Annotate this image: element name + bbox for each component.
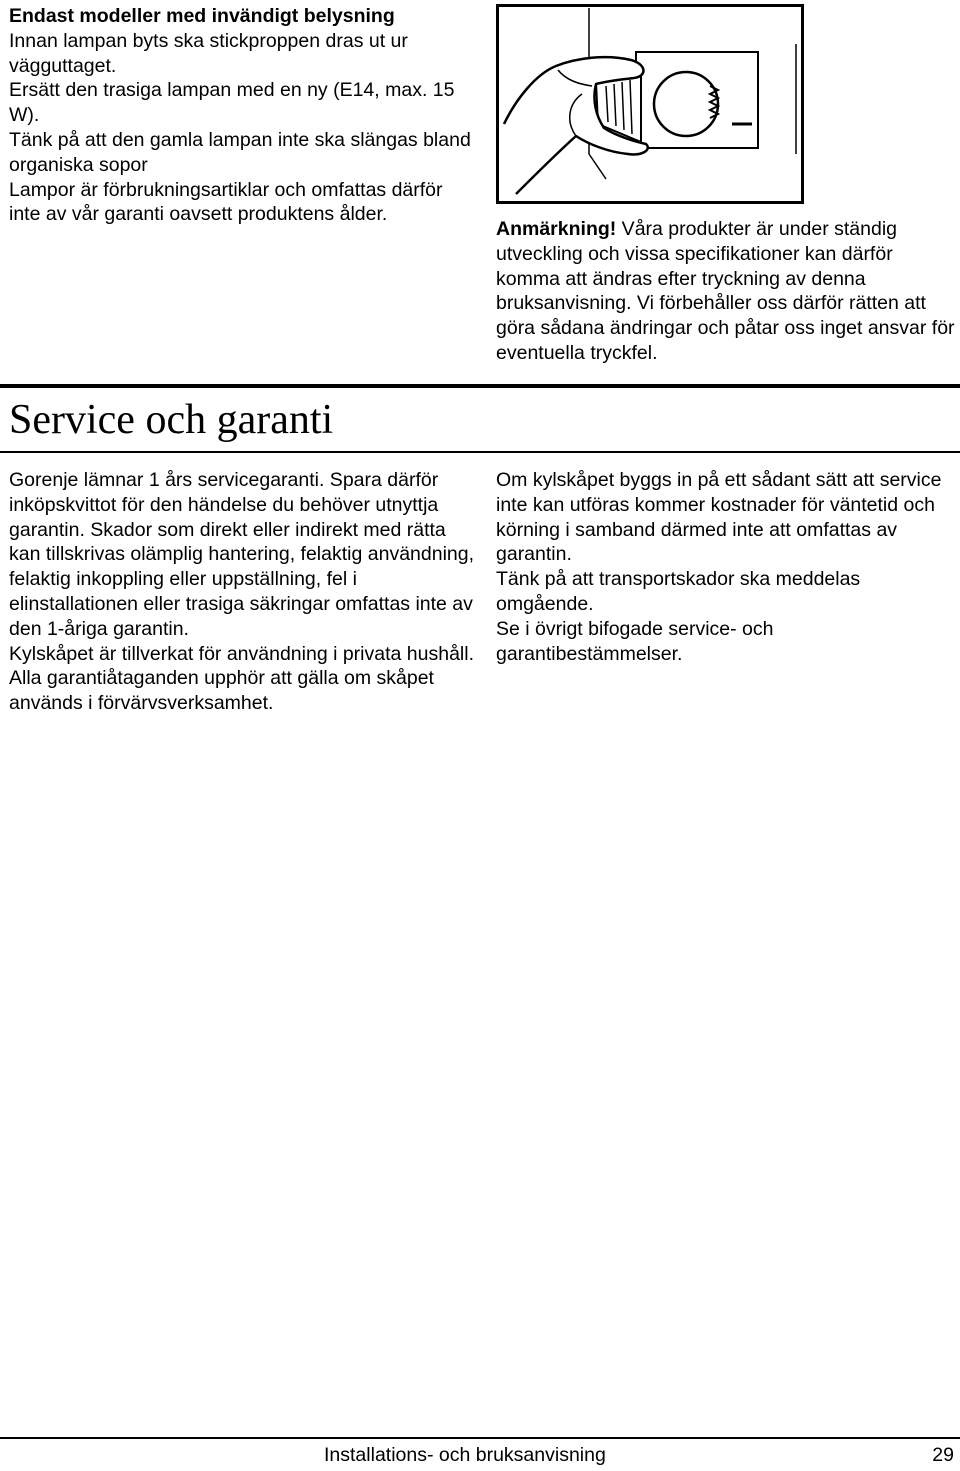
lamp-paragraph: Tänk på att den gamla lampan inte ska slängas bland organiska sopor (9, 128, 471, 176)
service-paragraph: Tänk på att transportskador ska meddelas omgående. (496, 568, 861, 615)
lamp-replacement-icon (496, 4, 804, 204)
lamp-paragraph: Innan lampan byts ska stickproppen dras ut ur vägguttaget. (9, 29, 408, 77)
service-left-column (9, 468, 479, 716)
service-paragraph: Gorenje lämnar 1 års servicegaranti. Spara därför inköpskvittot för den händelse du behöver utnyttja garantin. Skador som direkt eller indirekt med rätta kan tillskrivas olämplig hantering, felaktig användning, felaktig inkoppling eller uppställning, fel i elinstallationen eller trasiga säkringar omfattas inte av den 1-åriga garantin. (9, 469, 475, 640)
footer-title: Installations- och bruksanvisning (324, 1444, 606, 1466)
section-title: Service och garanti (9, 397, 334, 443)
note-text: Våra produkter är under ständig utveckling och vissa specifikationer kan därför komma att ändras efter tryckning av denna bruksanvisning. Vi förbehåller oss därför rätten att göra sådana ändringar och påtar oss inget ansvar för eventuella tryckfel. (496, 218, 955, 364)
lamp-paragraph: Ersätt den trasiga lampan med en ny (E14, max. 15 W). (9, 79, 455, 127)
lamp-heading: Endast modeller med invändigt belysning (9, 5, 395, 27)
section-rule-top (0, 384, 960, 388)
footer-rule (0, 1437, 960, 1439)
lamp-paragraph: Lampor är förbrukningsartiklar och omfattas därför inte av vår garanti oavsett produktens ålder. (9, 178, 443, 226)
lamp-instructions (9, 4, 479, 227)
note-block (496, 217, 956, 366)
service-paragraph: Kylskåpet är tillverkat för användning i privata hushåll. Alla garantiåtaganden upphör att gälla om skåpet används i förvärvsverksamhet. (9, 642, 474, 715)
note-label: Anmärkning! (496, 218, 617, 240)
section-rule-bottom (0, 451, 960, 453)
page-number: 29 (932, 1444, 954, 1466)
note-paragraph (496, 217, 956, 366)
service-paragraph: Se i övrigt bifogade service- och garantibestämmelser. (496, 617, 774, 665)
service-right-column (496, 468, 956, 666)
service-paragraph: Om kylskåpet byggs in på ett sådant sätt att service inte kan utföras kommer kostnader för väntetid och körning i samband därmed inte att omfattas av garantin. (496, 469, 942, 566)
